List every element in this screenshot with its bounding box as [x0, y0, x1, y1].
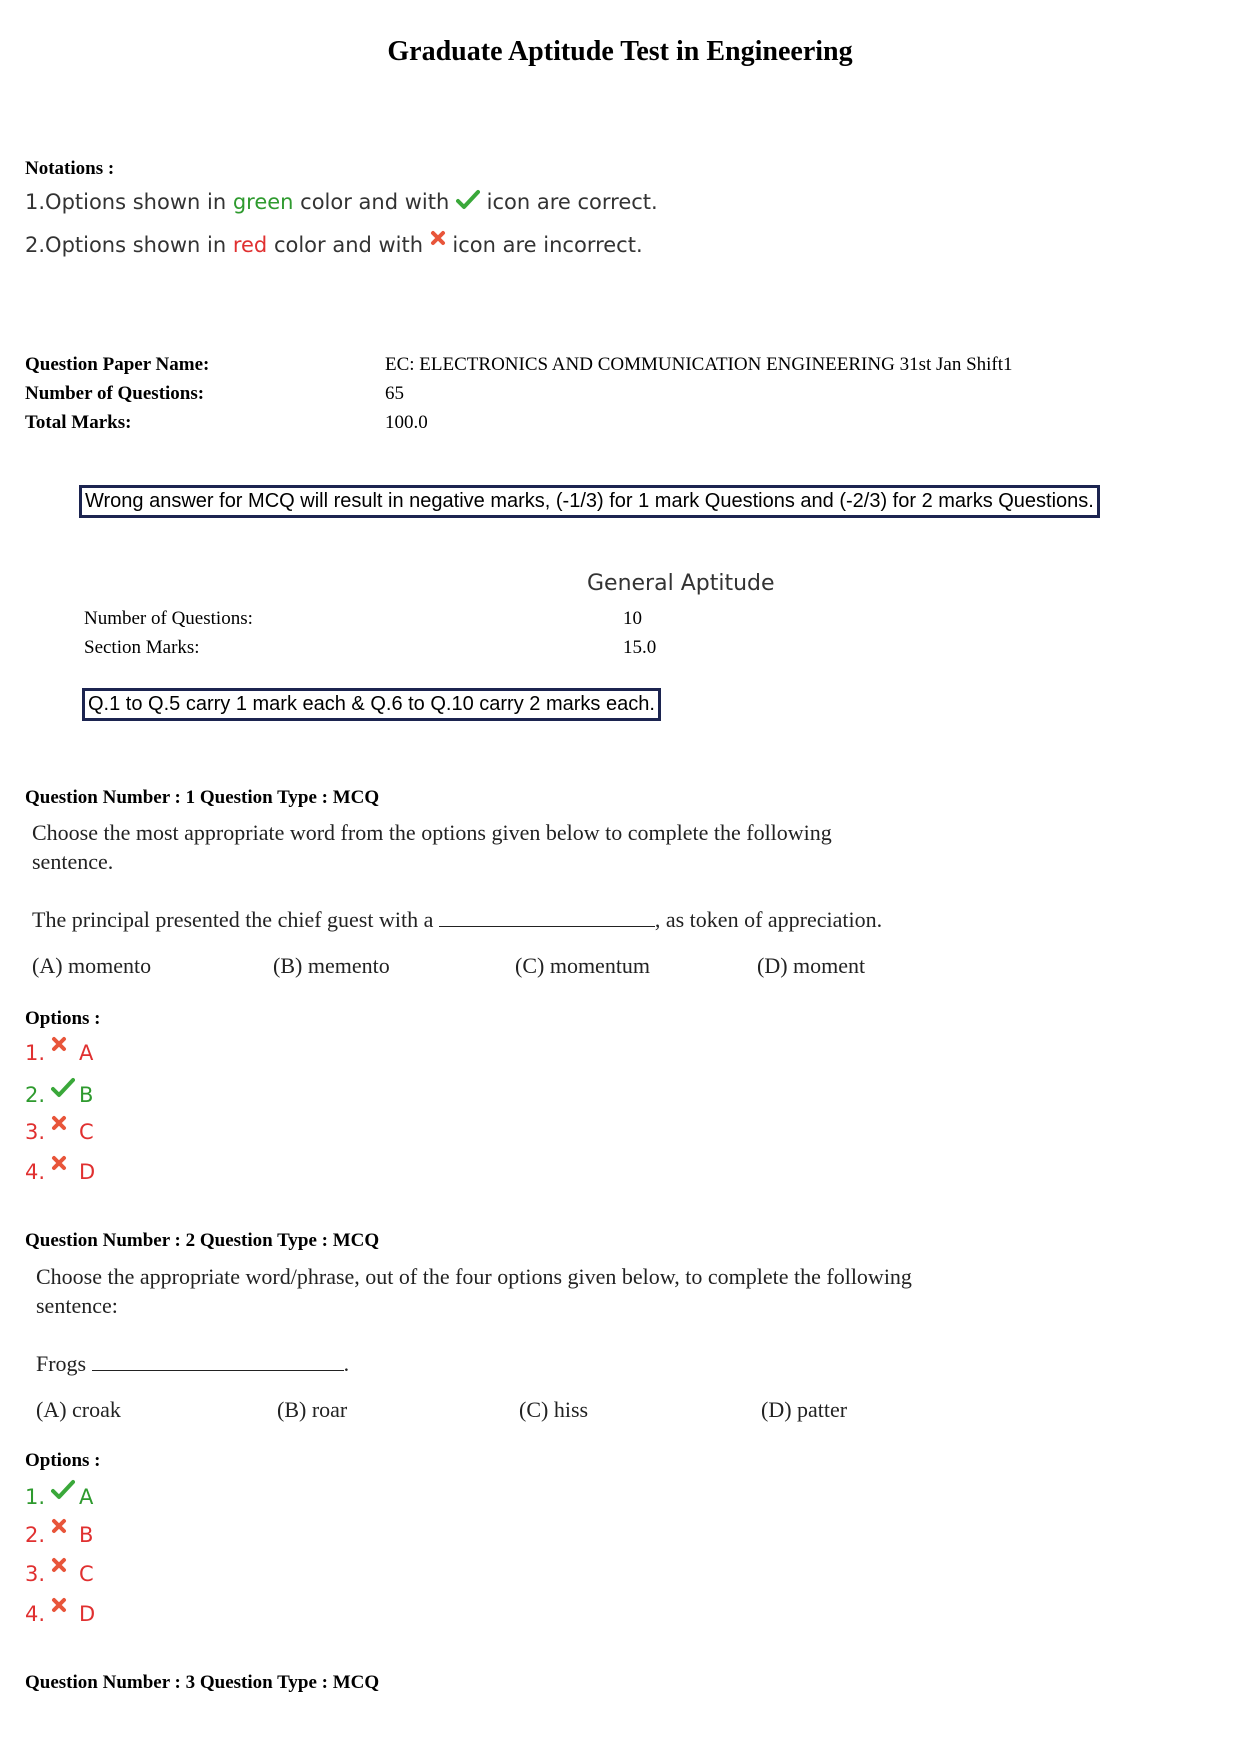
option-row	[25, 1597, 95, 1629]
notation-correct-prefix: 1.Options shown in	[25, 190, 233, 214]
question-2-sentence-after: .	[343, 1351, 350, 1376]
cross-icon	[51, 1597, 79, 1630]
option-row	[25, 1076, 95, 1108]
question-1-text-line2: sentence.	[32, 849, 114, 874]
total-marks-value: 100.0	[385, 412, 428, 433]
check-icon	[51, 1076, 79, 1111]
paper-name-label: Question Paper Name:	[25, 354, 210, 375]
check-icon	[456, 188, 480, 212]
option-letter: B	[79, 1523, 94, 1547]
total-marks-label: Total Marks:	[25, 412, 132, 433]
question-1-options-label: Options :	[25, 1008, 101, 1029]
question-2-text-line1: Choose the appropriate word/phrase, out of the four options given below, to complete the following	[36, 1264, 912, 1289]
cross-icon	[51, 1155, 79, 1188]
question-1-sentence	[32, 907, 882, 933]
notation-green-word: green	[232, 190, 294, 214]
num-questions-label: Number of Questions:	[25, 383, 205, 404]
option-number: 1.	[25, 1041, 46, 1065]
option-row	[25, 1036, 95, 1068]
question-1-sentence-before: The principal presented the chief guest with a	[32, 907, 439, 932]
question-2-sentence-before: Frogs	[36, 1351, 92, 1376]
negative-marking-notice: Wrong answer for MCQ will result in negative marks, (-1/3) for 1 mark Questions and (-2/3) for 2 marks Questions.	[79, 485, 1100, 518]
question-2-choice-b: (B) roar	[277, 1397, 348, 1422]
section-num-questions-label: Number of Questions:	[84, 608, 253, 629]
option-number: 4.	[25, 1602, 46, 1626]
question-1-choice-c: (C) momentum	[515, 953, 651, 978]
question-2-options-label: Options :	[25, 1450, 101, 1471]
option-number: 3.	[25, 1562, 46, 1586]
answer-blank	[92, 1369, 344, 1371]
option-letter: B	[79, 1083, 94, 1107]
option-letter: C	[79, 1562, 94, 1586]
cross-icon	[51, 1557, 79, 1590]
cross-icon	[51, 1036, 79, 1069]
num-questions-value: 65	[385, 383, 404, 404]
question-1-choice-d: (D) moment	[757, 953, 866, 978]
question-2-options	[25, 1478, 95, 1629]
question-2-text-line2: sentence:	[36, 1293, 118, 1318]
notation-correct-suffix: icon are correct.	[479, 190, 658, 214]
notation-incorrect-suffix: icon are incorrect.	[445, 233, 643, 257]
page-title: Graduate Aptitude Test in Engineering	[387, 36, 853, 67]
option-letter: D	[79, 1602, 96, 1626]
notation-correct-middle: color and with	[293, 190, 456, 214]
question-2-choice-a: (A) croak	[36, 1397, 121, 1422]
section-marks-label: Section Marks:	[84, 637, 200, 658]
notation-incorrect-middle: color and with	[267, 233, 430, 257]
notation-incorrect	[25, 227, 643, 257]
cross-icon	[430, 227, 446, 243]
question-2-choice-d: (D) patter	[761, 1397, 848, 1422]
option-number: 1.	[25, 1485, 46, 1509]
option-letter: A	[79, 1485, 94, 1509]
option-letter: C	[79, 1120, 94, 1144]
section-num-questions-value: 10	[623, 608, 642, 629]
notation-incorrect-prefix: 2.Options shown in	[25, 233, 233, 257]
option-row	[25, 1557, 95, 1589]
question-2-sentence	[36, 1351, 349, 1377]
option-number: 2.	[25, 1083, 46, 1107]
section-marks-value: 15.0	[623, 637, 657, 658]
question-1-choice-b: (B) memento	[273, 953, 390, 978]
option-letter: A	[79, 1041, 94, 1065]
check-icon	[51, 1478, 79, 1513]
option-row	[25, 1155, 95, 1187]
question-3-header: Question Number : 3 Question Type : MCQ	[25, 1672, 380, 1693]
notation-correct	[25, 188, 658, 214]
question-1-header: Question Number : 1 Question Type : MCQ	[25, 787, 380, 808]
section-title: General Aptitude	[587, 571, 775, 596]
option-number: 2.	[25, 1523, 46, 1547]
option-row	[25, 1115, 95, 1147]
option-letter: D	[79, 1160, 96, 1184]
paper-name-value: EC: ELECTRONICS AND COMMUNICATION ENGINEERING 31st Jan Shift1	[385, 354, 1013, 375]
notation-red-word: red	[232, 233, 268, 257]
question-1-text-line1: Choose the most appropriate word from the options given below to complete the following	[32, 820, 832, 845]
answer-blank	[439, 925, 655, 927]
cross-icon	[51, 1115, 79, 1148]
option-number: 4.	[25, 1160, 46, 1184]
question-2-choice-c: (C) hiss	[519, 1397, 589, 1422]
option-row	[25, 1518, 95, 1550]
option-number: 3.	[25, 1120, 46, 1144]
cross-icon	[51, 1518, 79, 1551]
option-row	[25, 1478, 95, 1510]
question-1-sentence-after: , as token of appreciation.	[654, 907, 883, 932]
question-1-choice-a: (A) momento	[32, 953, 152, 978]
question-2-header: Question Number : 2 Question Type : MCQ	[25, 1230, 380, 1251]
section-marks-note: Q.1 to Q.5 carry 1 mark each & Q.6 to Q.10 carry 2 marks each.	[82, 688, 661, 721]
question-1-options	[25, 1036, 95, 1187]
notations-heading: Notations :	[25, 158, 115, 179]
